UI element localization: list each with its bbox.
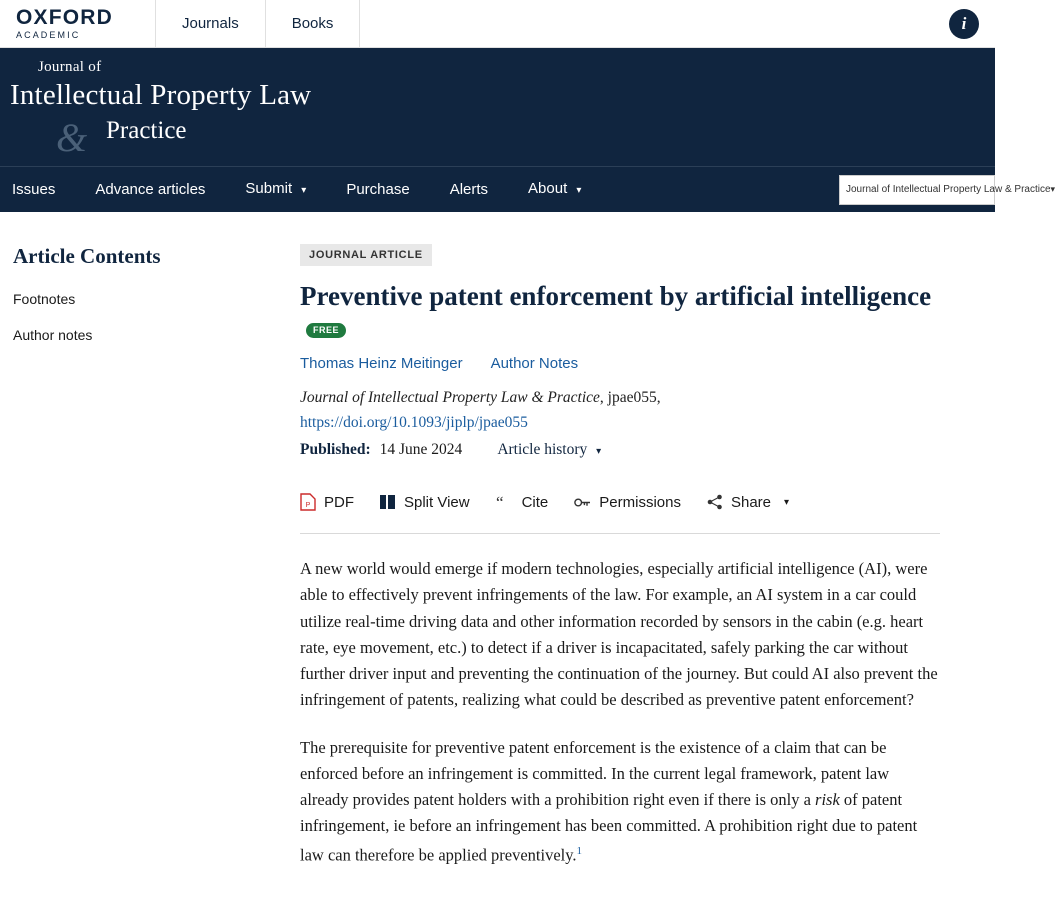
nav-label-alerts: Alerts <box>449 180 489 198</box>
author-line <box>300 355 940 372</box>
article-history-toggle[interactable] <box>497 441 601 459</box>
svg-text:P: P <box>305 502 311 510</box>
author-link[interactable]: Thomas Heinz Meitinger <box>300 354 463 372</box>
journal-title-line-2: Intellectual Property Law <box>10 79 312 111</box>
chevron-down-icon: ▾ <box>1050 184 1055 194</box>
svg-text:“: “ <box>495 493 504 513</box>
nav-item-issues[interactable] <box>0 167 75 213</box>
permissions-button[interactable] <box>574 494 681 511</box>
page-title <box>300 280 940 345</box>
split-view-icon <box>380 494 396 510</box>
free-access-badge: FREE <box>306 323 346 338</box>
nav-label-purchase: Purchase <box>346 180 410 198</box>
key-icon <box>574 495 591 510</box>
journal-navbar <box>0 166 1055 212</box>
nav-item-about[interactable] <box>508 166 601 214</box>
cite-label: Cite <box>521 493 549 511</box>
footnote-link[interactable]: 1 <box>576 845 583 857</box>
ampersand-ornament: & <box>56 115 88 160</box>
nav-label-submit: Submit <box>245 179 293 197</box>
info-icon[interactable]: i <box>949 9 979 39</box>
top-tab-books[interactable]: Books <box>266 0 361 47</box>
published-label: Published: <box>300 441 371 459</box>
citation-line <box>300 386 940 436</box>
publication-row <box>300 441 940 459</box>
doi-link[interactable]: https://doi.org/10.1093/jiplp/jpae055 <box>300 413 528 431</box>
nav-label-advance-articles: Advance articles <box>95 180 206 198</box>
paragraph-2-part-1: The prerequisite for preventive patent enforcement is the existence of a claim that can be enforced before an infringement is committed. In the current legal framework, patent law already provides patent holders with a prohibition right even if there is only a <box>300 737 890 809</box>
logo-academic-text: ACADEMIC <box>16 30 81 40</box>
permissions-label: Permissions <box>599 493 681 511</box>
article-main <box>300 244 960 869</box>
oxford-academic-logo[interactable] <box>0 0 156 47</box>
share-icon <box>707 494 723 510</box>
paragraph-2-emphasis: risk <box>815 789 840 809</box>
article-type-badge: JOURNAL ARTICLE <box>300 244 432 266</box>
nav-label-issues: Issues <box>12 180 56 198</box>
nav-item-submit[interactable] <box>225 166 326 214</box>
article-paragraph-1: A new world would emerge if modern technologies, especially artificial intelligence (AI), were able to effectively prevent infringements of the law. For example, an AI system in a car could utilize real-time driving data and other information recorded by sensors in the cabin (e.g. heart rate, eye movement, etc.) to detect if a driver is incapacitated, safely parking the car without further driver input and preventing the continuation of the journey. But could AI also prevent the infringement of patents, realizing what could be described as preventive patent enforcement? <box>300 559 938 709</box>
journal-name-text: Journal of Intellectual Property Law & Practice <box>300 388 600 406</box>
sidebar-item-footnotes[interactable]: Footnotes <box>13 291 76 307</box>
nav-item-advance-articles[interactable] <box>75 167 225 213</box>
article-contents-sidebar <box>0 244 300 869</box>
author-notes-link[interactable]: Author Notes <box>490 354 579 372</box>
pdf-label: PDF <box>324 493 354 511</box>
cite-button[interactable] <box>496 494 549 511</box>
chevron-down-icon: ▾ <box>784 496 790 508</box>
journal-title-line-3: Practice <box>106 117 187 144</box>
quote-icon <box>495 493 514 513</box>
article-toolbar <box>300 473 940 534</box>
paragraph-2-part-2: of patent infringement, ie before an infringement has been committed. A prohibition right due to patent law can therefore be applied preventively. <box>300 789 918 865</box>
pdf-button[interactable] <box>300 493 354 511</box>
top-tab-journals[interactable]: Journals <box>156 0 266 47</box>
citation-suffix-text: , jpae055, <box>599 388 661 406</box>
page-body <box>0 212 995 869</box>
chevron-down-icon: ▾ <box>301 184 307 196</box>
split-view-button[interactable] <box>380 494 470 511</box>
nav-item-purchase[interactable] <box>326 167 429 213</box>
article-title-text: Preventive patent enforcement by artificial intelligence <box>300 281 932 311</box>
journal-select-dropdown[interactable] <box>839 175 1055 205</box>
chevron-down-icon: ▾ <box>596 446 602 458</box>
footnote-reference[interactable] <box>577 842 583 857</box>
logo-oxford-text: OXFORD <box>16 6 114 29</box>
article-paragraph-2 <box>300 735 940 869</box>
split-view-label: Split View <box>404 493 470 511</box>
article-history-label: Article history <box>497 441 588 459</box>
sidebar-heading: Article Contents <box>13 244 161 268</box>
journal-title-line-1: Journal of <box>38 59 102 75</box>
share-button[interactable] <box>707 494 789 511</box>
chevron-down-icon: ▾ <box>576 184 582 196</box>
journal-select-value: Journal of Intellectual Property Law & Practice <box>846 184 1051 195</box>
journal-banner <box>0 48 995 166</box>
nav-item-alerts[interactable] <box>430 167 508 213</box>
global-topbar <box>0 0 995 48</box>
share-label: Share <box>730 493 771 511</box>
sidebar-item-author-notes[interactable]: Author notes <box>13 327 93 343</box>
published-date: 14 June 2024 <box>379 441 463 459</box>
pdf-icon <box>300 493 316 511</box>
nav-label-about: About <box>528 179 568 197</box>
